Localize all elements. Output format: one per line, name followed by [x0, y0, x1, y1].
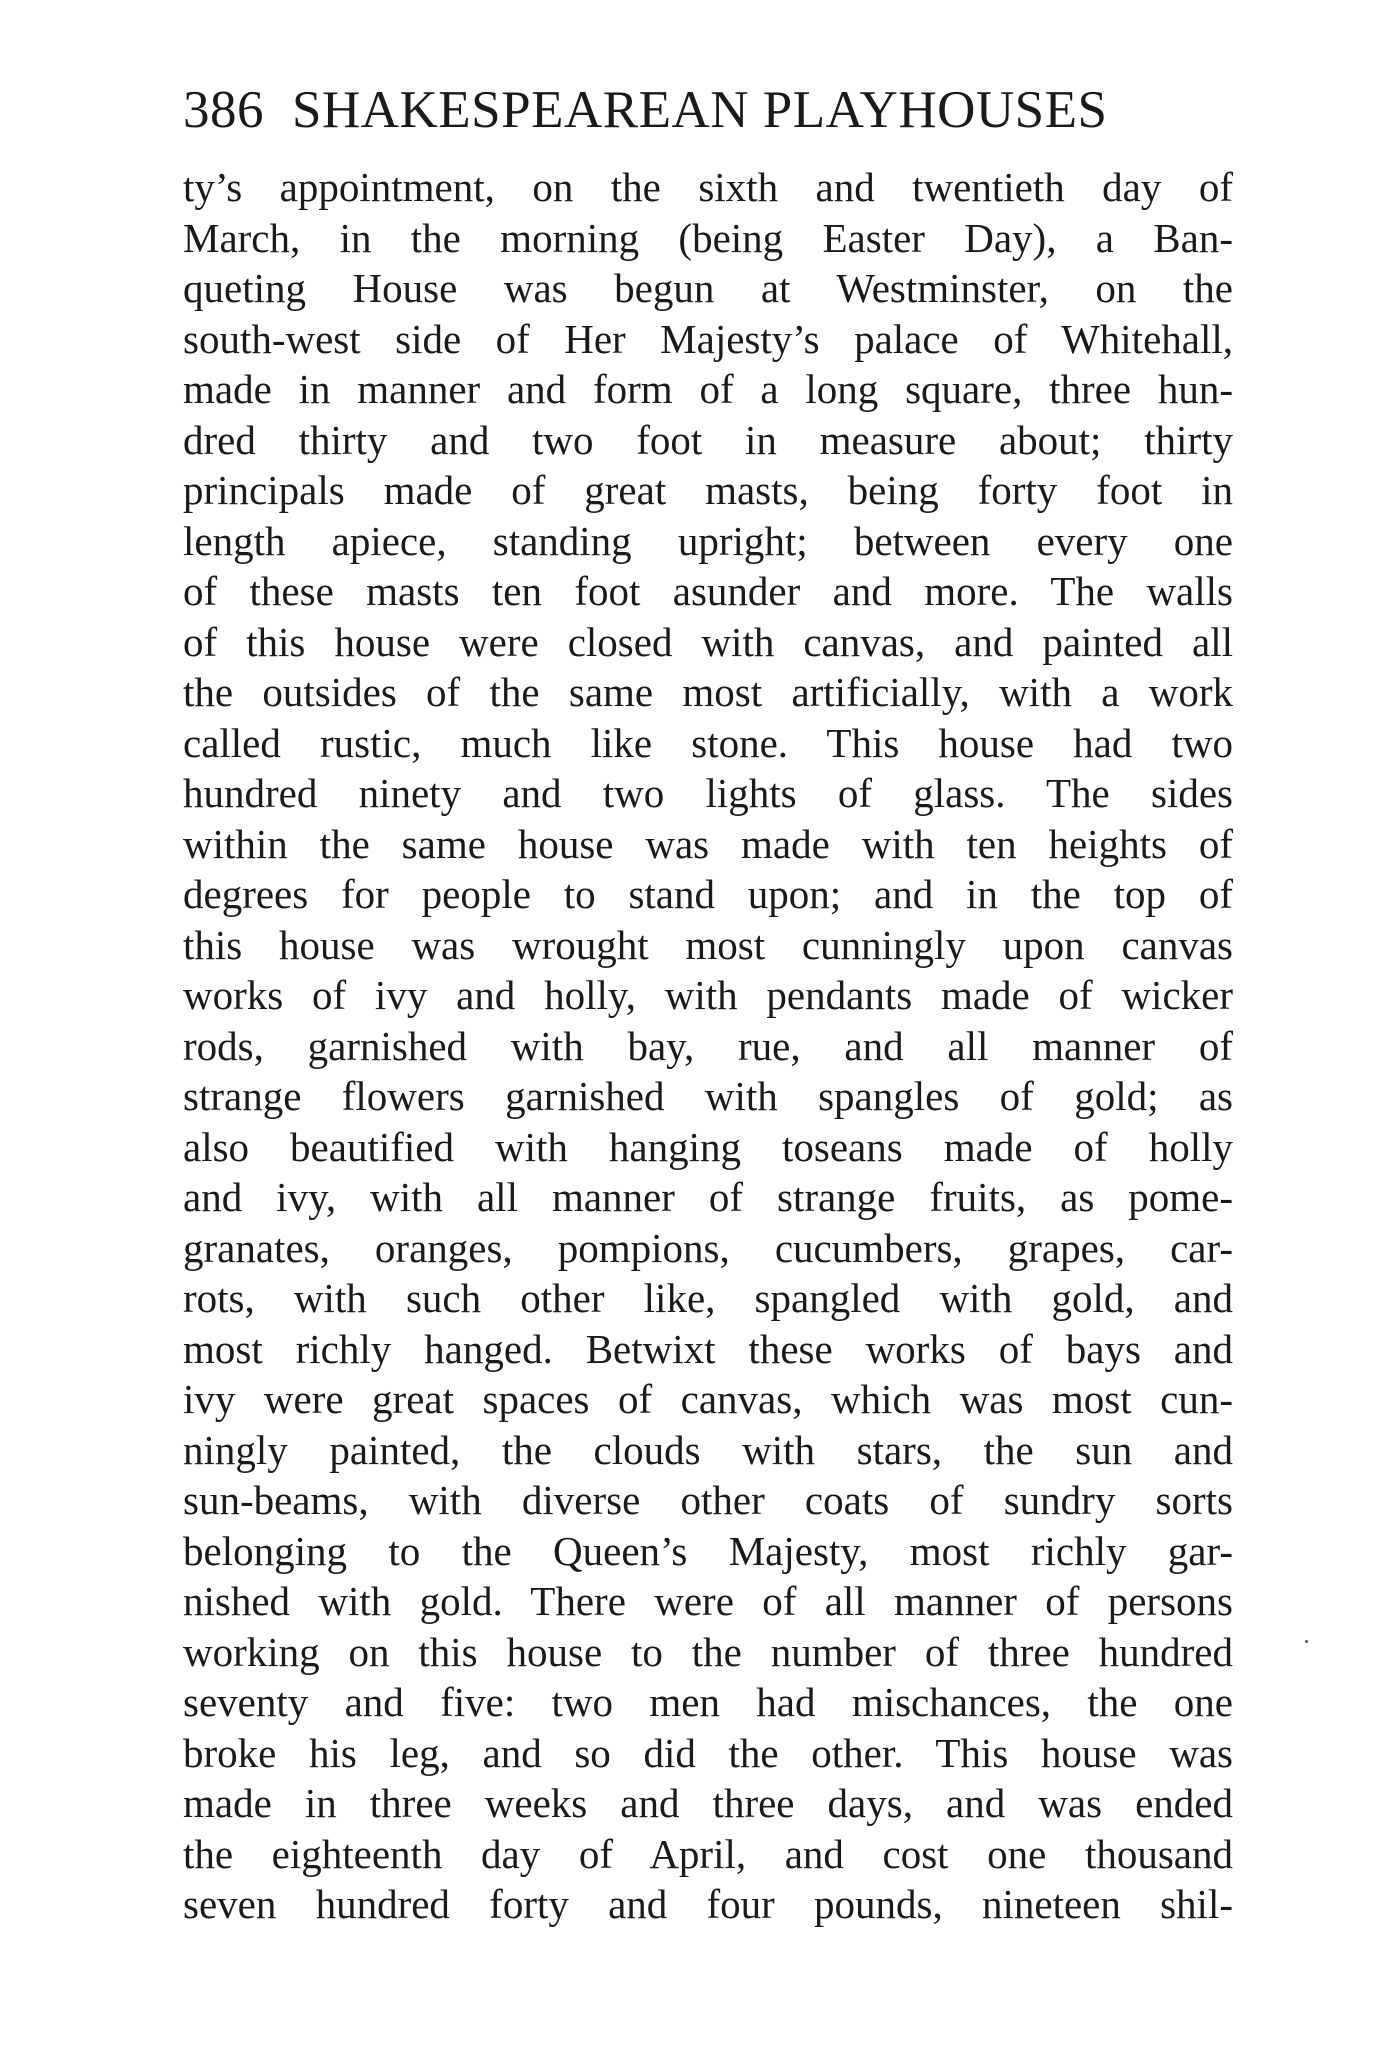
text-line-35: seven hundred forty and four pounds, nineteen shil-	[183, 1881, 1233, 1927]
text-line-9: of these masts ten foot asunder and more. The walls	[183, 568, 1233, 614]
text-line-20: also beautified with hanging toseans made of holly	[183, 1123, 1233, 1170]
text-line-28: belonging to the Queen’s Majesty, most richly gar-	[183, 1527, 1233, 1574]
text-line-1: ty’s appointment, on the sixth and twentieth day of	[183, 164, 1233, 210]
text-line-2: March, in the morning (being Easter Day), a Ban-	[183, 214, 1233, 261]
text-line-3: queting House was begun at Westminster, on the	[183, 265, 1233, 311]
text-line-23: rots, with such other like, spangled with gold, and	[183, 1275, 1233, 1321]
running-head	[183, 70, 1233, 150]
text-line-27: sun-beams, with diverse other coats of sundry sorts	[183, 1477, 1233, 1523]
text-line-8: length apiece, standing upright; between every one	[183, 517, 1233, 564]
page-number: 386	[183, 81, 264, 139]
text-line-33: made in three weeks and three days, and was ended	[183, 1780, 1233, 1826]
text-line-6: dred thirty and two foot in measure about; thirty	[183, 416, 1233, 463]
text-line-21: and ivy, with all manner of strange fruits, as pome-	[183, 1174, 1233, 1220]
text-line-16: this house was wrought most cunningly upon canvas	[183, 921, 1233, 968]
text-line-26: ningly painted, the clouds with stars, the sun and	[183, 1426, 1233, 1473]
text-line-17: works of ivy and holly, with pendants made of wicker	[183, 972, 1233, 1018]
text-line-24: most richly hanged. Betwixt these works of bays and	[183, 1325, 1233, 1372]
text-line-31: seventy and five: two men had mischances, the one	[183, 1679, 1233, 1725]
text-line-18: rods, garnished with bay, rue, and all manner of	[183, 1022, 1233, 1069]
text-line-19: strange flowers garnished with spangles of gold; as	[183, 1073, 1233, 1119]
text-line-29: nished with gold. There were of all manner of persons	[183, 1578, 1233, 1624]
margin-speck	[1305, 1640, 1308, 1643]
body-text	[183, 162, 1233, 1930]
text-line-22: granates, oranges, pompions, cucumbers, grapes, car-	[183, 1224, 1233, 1271]
text-line-30: working on this house to the number of three hundred	[183, 1628, 1233, 1675]
text-line-10: of this house were closed with canvas, and painted all	[183, 618, 1233, 665]
running-head-title: SHAKESPEAREAN PLAYHOUSES	[292, 81, 1108, 139]
text-line-11: the outsides of the same most artificially, with a work	[183, 669, 1233, 715]
text-line-34: the eighteenth day of April, and cost one thousand	[183, 1830, 1233, 1877]
text-line-7: principals made of great masts, being forty foot in	[183, 467, 1233, 513]
text-line-4: south-west side of Her Majesty’s palace of Whitehall,	[183, 315, 1233, 362]
text-line-5: made in manner and form of a long square, three hun-	[183, 366, 1233, 412]
text-line-13: hundred ninety and two lights of glass. The sides	[183, 770, 1233, 816]
text-line-12: called rustic, much like stone. This house had two	[183, 719, 1233, 766]
text-line-14: within the same house was made with ten heights of	[183, 820, 1233, 867]
text-line-25: ivy were great spaces of canvas, which was most cun-	[183, 1376, 1233, 1422]
text-line-15: degrees for people to stand upon; and in the top of	[183, 871, 1233, 917]
text-line-32: broke his leg, and so did the other. This house was	[183, 1729, 1233, 1776]
